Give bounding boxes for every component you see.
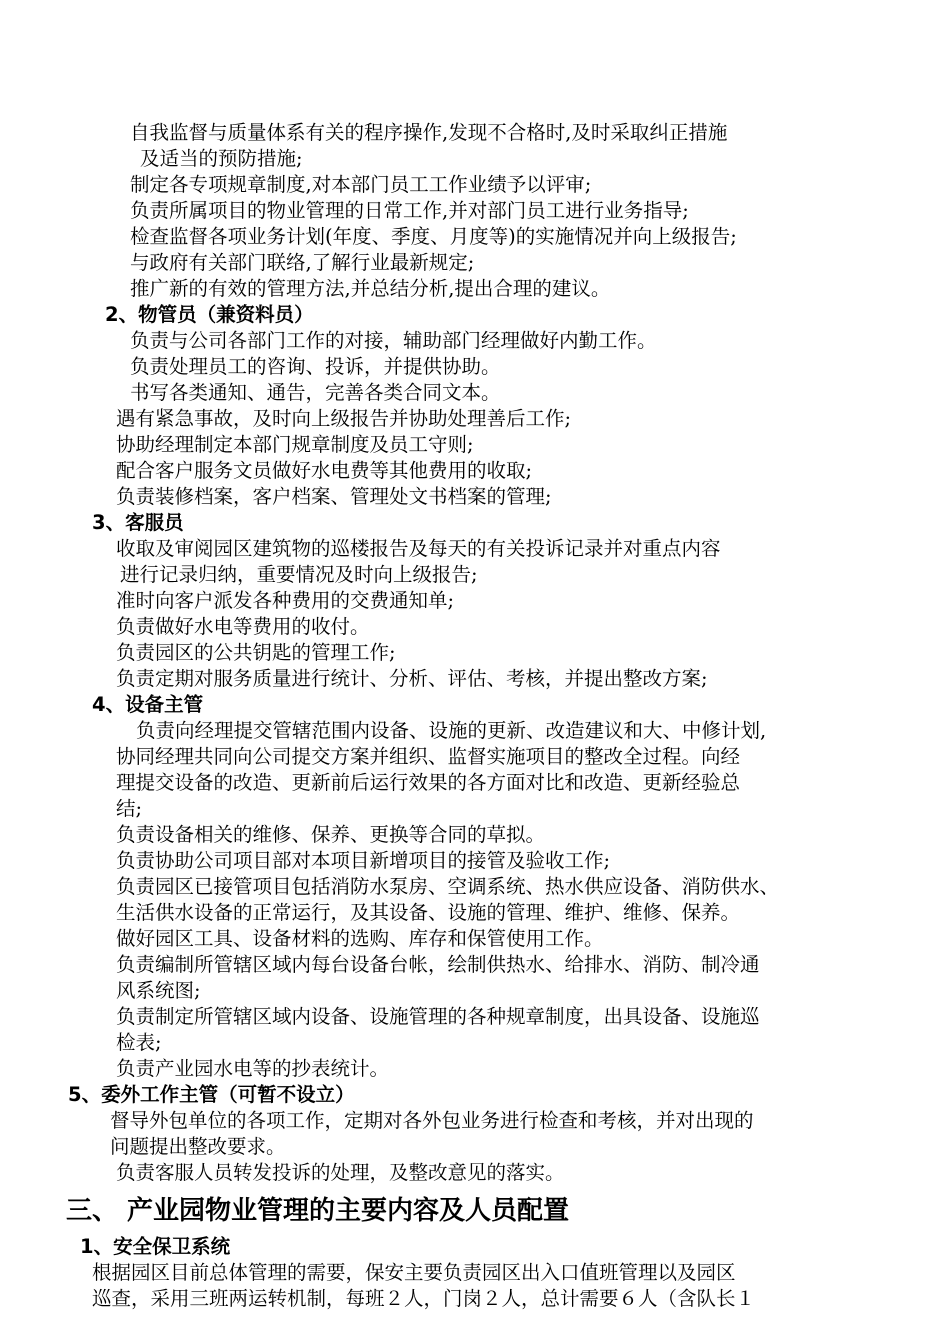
text-line: 督导外包单位的各项工作，定期对各外包业务进行检查和考核，并对出现的	[110, 1109, 754, 1132]
text-line: 负责与公司各部门工作的对接，辅助部门经理做好内勤工作。	[130, 329, 657, 352]
text-line: 协助经理制定本部门规章制度及员工守则;	[116, 433, 474, 456]
text-line: 制定各专项规章制度,对本部门员工工作业绩予以评审;	[130, 173, 592, 196]
text-line: 风系统图;	[116, 979, 201, 1002]
text-line: 负责设备相关的维修、保养、更换等合同的草拟。	[116, 823, 546, 846]
section-heading: 三、 产业园物业管理的主要内容及人员配置	[66, 1196, 570, 1226]
text-line: 检查监督各项业务计划(年度、季度、月度等)的实施情况并向上级报告;	[130, 225, 737, 248]
text-line: 负责装修档案，客户档案、管理处文书档案的管理;	[116, 485, 552, 508]
text-line: 负责所属项目的物业管理的日常工作,并对部门员工进行业务指导;	[130, 199, 689, 222]
text-line: 负责做好水电等费用的收付。	[116, 615, 370, 638]
text-line: 理提交设备的改造、更新前后运行效果的各方面对比和改造、更新经验总	[116, 771, 741, 794]
text-line: 根据园区目前总体管理的需要，保安主要负责园区出入口值班管理以及园区	[92, 1261, 736, 1284]
text-line: 巡查，采用三班两运转机制，每班２人，门岗２人，总计需要６人（含队长１	[92, 1287, 756, 1310]
text-line: 负责向经理提交管辖范围内设备、设施的更新、改造建议和大、中修计划,	[136, 719, 767, 742]
text-line: 负责定期对服务质量进行统计、分析、评估、考核，并提出整改方案;	[116, 667, 708, 690]
text-line: 负责客服人员转发投诉的处理，及整改意见的落实。	[116, 1161, 565, 1184]
text-line: 问题提出整改要求。	[110, 1135, 286, 1158]
text-line: 检表;	[116, 1031, 162, 1054]
text-line: 及适当的预防措施;	[140, 147, 303, 170]
text-line: 负责园区的公共钥匙的管理工作;	[116, 641, 396, 664]
subheading-property-clerk: 2、物管员（兼资料员）	[105, 303, 314, 326]
text-line: 负责处理员工的咨询、投诉，并提供协助。	[130, 355, 501, 378]
text-line: 负责制定所管辖区域内设备、设施管理的各种规章制度，出具设备、设施巡	[116, 1005, 760, 1028]
subheading-customer-service: 3、客服员	[92, 511, 184, 534]
text-line: 与政府有关部门联络,了解行业最新规定;	[130, 251, 475, 274]
text-line: 做好园区工具、设备材料的选购、库存和保管使用工作。	[116, 927, 604, 950]
subheading-security-system: 1、安全保卫系统	[80, 1235, 231, 1258]
text-line: 进行记录归纳，重要情况及时向上级报告;	[120, 563, 478, 586]
text-line: 配合客户服务文员做好水电费等其他费用的收取;	[116, 459, 533, 482]
subheading-outsourcing-manager: 5、委外工作主管（可暂不设立）	[68, 1083, 355, 1106]
text-line: 负责协助公司项目部对本项目新增项目的接管及验收工作;	[116, 849, 611, 872]
text-line: 结;	[116, 797, 143, 820]
text-line: 协同经理共同向公司提交方案并组织、监督实施项目的整改全过程。向经	[116, 745, 741, 768]
subheading-equipment-manager: 4、设备主管	[92, 693, 204, 716]
text-line: 遇有紧急事故，及时向上级报告并协助处理善后工作;	[116, 407, 572, 430]
text-line: 推广新的有效的管理方法,并总结分析,提出合理的建议。	[130, 277, 611, 300]
text-line: 生活供水设备的正常运行，及其设备、设施的管理、维护、维修、保养。	[116, 901, 741, 924]
text-line: 负责产业园水电等的抄表统计。	[116, 1057, 390, 1080]
text-line: 自我监督与质量体系有关的程序操作,发现不合格时,及时采取纠正措施	[130, 121, 728, 144]
text-line: 书写各类通知、通告，完善各类合同文本。	[130, 381, 501, 404]
text-line: 负责园区已接管项目包括消防水泵房、空调系统、热水供应设备、消防供水、	[116, 875, 780, 898]
text-line: 收取及审阅园区建筑物的巡楼报告及每天的有关投诉记录并对重点内容	[116, 537, 721, 560]
text-line: 准时向客户派发各种费用的交费通知单;	[116, 589, 455, 612]
text-line: 负责编制所管辖区域内每台设备台帐，绘制供热水、给排水、消防、制冷通	[116, 953, 760, 976]
